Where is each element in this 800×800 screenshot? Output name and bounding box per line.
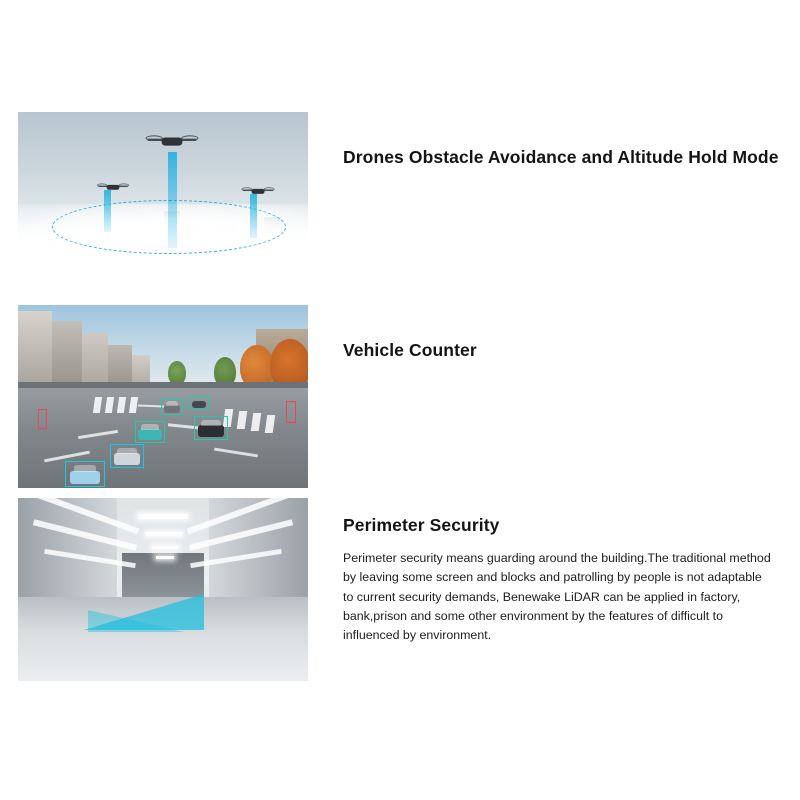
feature-title-drones: Drones Obstacle Avoidance and Altitude Hold Mode bbox=[343, 147, 779, 167]
feature-title-perimeter-security: Perimeter Security bbox=[343, 515, 500, 535]
drones-above-clouds-image bbox=[18, 112, 308, 295]
drone-icon bbox=[148, 133, 196, 149]
ceiling-light bbox=[152, 546, 178, 549]
feature-list bbox=[18, 112, 782, 691]
lidar-beam bbox=[250, 194, 257, 238]
drone-icon bbox=[243, 186, 273, 196]
ceiling-light bbox=[156, 556, 174, 559]
feature-row-perimeter-security bbox=[18, 498, 782, 681]
detection-box bbox=[65, 461, 105, 487]
lidar-beam bbox=[104, 190, 111, 232]
street-intersection-image bbox=[18, 305, 308, 488]
drone-icon bbox=[98, 182, 127, 192]
detection-box bbox=[110, 444, 144, 468]
perimeter-security-text-column bbox=[308, 498, 782, 645]
pedestrian-detection-box bbox=[38, 409, 47, 429]
warehouse-interior-image bbox=[18, 498, 308, 681]
ceiling-light bbox=[138, 514, 188, 519]
detection-box bbox=[194, 416, 228, 440]
detection-box bbox=[135, 421, 165, 443]
feature-description-perimeter-security: Perimeter security means guarding around the building.The traditional method by leaving some screen and blocks and patrolling by people is not adaptable to current security demands, Benewake LiDAR can be applied in factory, bank,prison and some other environment by the features of difficult to influenced by environment. bbox=[343, 551, 771, 643]
detection-box bbox=[189, 396, 209, 410]
detection-box bbox=[161, 399, 183, 415]
drones-text-column bbox=[308, 112, 782, 169]
pedestrian-detection-box bbox=[286, 401, 296, 423]
vehicle-counter-text-column bbox=[308, 305, 782, 362]
lidar-beam bbox=[168, 152, 177, 248]
ceiling-light bbox=[146, 532, 182, 536]
feature-row-drones bbox=[18, 112, 782, 295]
lidar-scan-fan bbox=[88, 610, 184, 632]
feature-title-vehicle-counter: Vehicle Counter bbox=[343, 340, 477, 360]
feature-row-vehicle-counter bbox=[18, 305, 782, 488]
